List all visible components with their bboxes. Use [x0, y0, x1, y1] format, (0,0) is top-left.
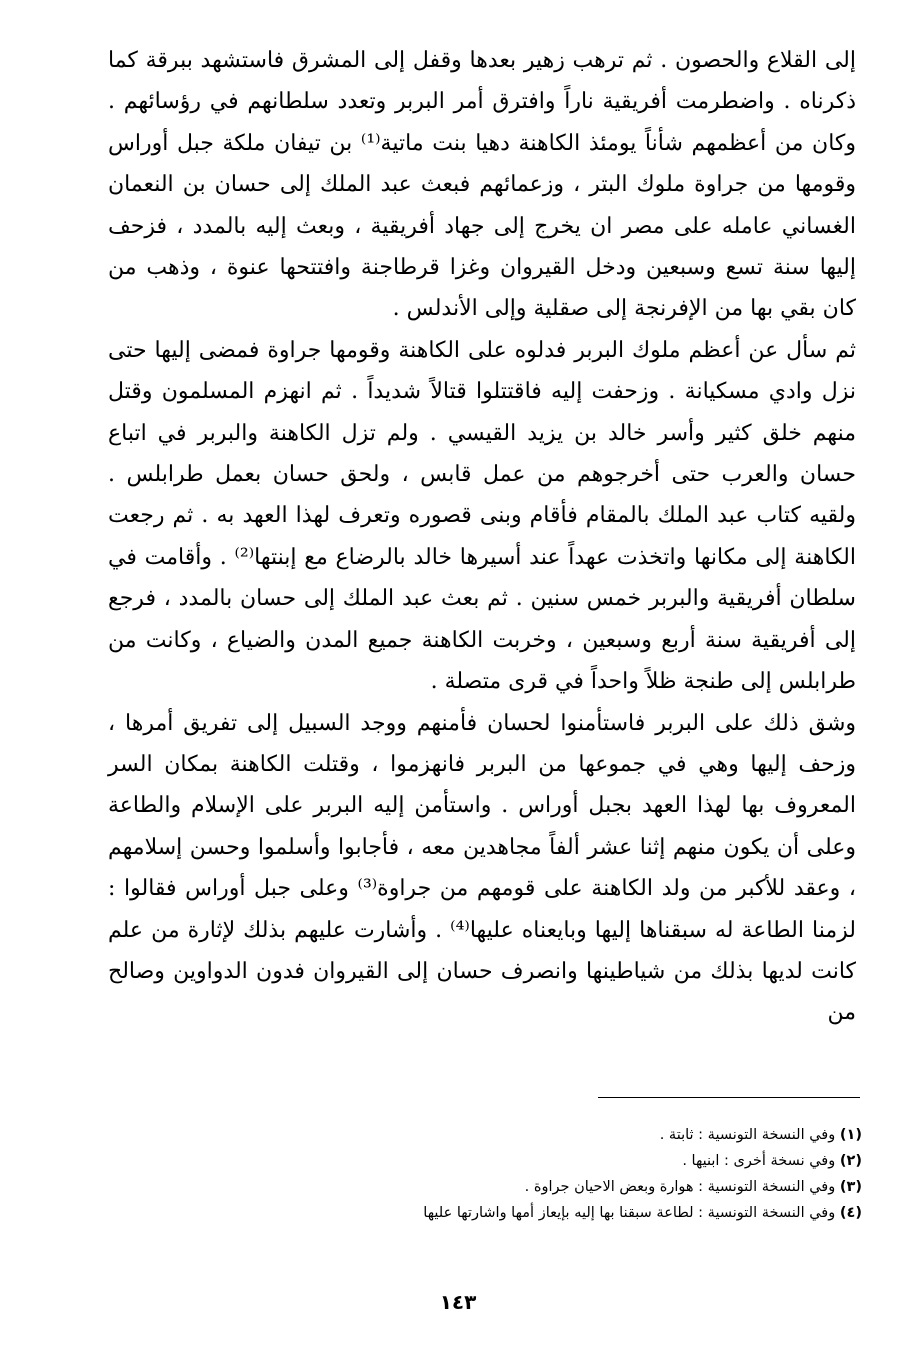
footnote-divider: [598, 1097, 860, 1098]
footnote-number: (٣): [839, 1179, 862, 1195]
footnote-number: (٢): [839, 1153, 862, 1169]
main-text: [108, 40, 856, 1034]
footnote-4: [300, 1200, 862, 1226]
paragraph-2: ثم سأل عن أعظم ملوك البربر فدلوه على الكاهنة وقومها جراوة فمضى إليها حتى نزل وادي مسكيانة . وزحفت إليه فاقتتلوا قتالاً شديداً . ثم انهزم المسلمون وقتل منهم خلق كثير وأسر خالد بن يزيد القيسي . ولم تزل الكاهنة والبربر في اتباع حسان والعرب حتى أخرجوهم من عمل قابس ، ولحق حسان بعمل طرابلس . ولقيه كتاب عبد الملك بالمقام فأقام وبنى قصوره وتعرف لهذا العهد به . ثم رجعت الكاهنة إلى مكانها واتخذت عهداً عند أسيرها خالد بالرضاع مع إبنتها⁽²⁾ . وأقامت في سلطان أفريقية والبربر خمس سنين . ثم بعث عبد الملك إلى حسان بالمدد ، فرجع إلى أفريقية سنة أربع وسبعين ، وخربت الكاهنة جميع المدن والضياع ، وكانت من طرابلس إلى طنجة ظلاً واحداً في قرى متصلة .: [108, 337, 856, 695]
footnote-text: وفي النسخة التونسية : هوارة وبعض الاحيان جراوة .: [524, 1179, 836, 1195]
footnote-text: وفي النسخة التونسية : ثابتة .: [659, 1127, 836, 1143]
footnote-number: (٤): [839, 1205, 862, 1221]
paragraph-1: إلى القلاع والحصون . ثم ترهب زهير بعدها وقفل إلى المشرق فاستشهد ببرقة كما ذكرناه . واضطرمت أفريقية ناراً وافترق أمر البربر وتعدد سلطانهم في رؤسائهم . وكان من أعظمهم شأناً يومئذ الكاهنة دهيا بنت ماتية⁽¹⁾ بن تيفان ملكة جبل أوراس وقومها من جراوة ملوك البتر ، وزعمائهم فبعث عبد الملك إلى حسان بن النعمان الغساني عامله على مصر ان يخرج إلى جهاد أفريقية ، وبعث إليه بالمدد ، فزحف إليها سنة تسع وسبعين ودخل القيروان وغزا قرطاجنة وافتتحها عنوة ، وذهب من كان بقي بها من الإفرنجة إلى صقلية وإلى الأندلس .: [108, 48, 856, 322]
footnotes: [300, 1122, 862, 1226]
page-number: ١٤٣: [439, 1290, 477, 1314]
footnote-text: وفي نسخة أخرى : ابنيها .: [682, 1153, 836, 1169]
footnote-text: وفي النسخة التونسية : لطاعة سبقنا بها إليه بإيعاز أمها واشارتها عليها: [423, 1205, 836, 1221]
footnote-number: (١): [839, 1127, 862, 1143]
paragraph-3: وشق ذلك على البربر فاستأمنوا لحسان فأمنهم ووجد السبيل إلى تفريق أمرها ، وزحف إليها وهي في جموعها من البربر فانهزموا ، وقتلت الكاهنة بمكان السر المعروف بها لهذا العهد بجبل أوراس . واستأمن إليه البربر على الإسلام والطاعة وعلى أن يكون منهم إثنا عشر ألفاً مجاهدين معه ، فأجابوا وأسلموا وحسن إسلامهم ، وعقد للأكبر من ولد الكاهنة على قومهم من جراوة⁽³⁾ وعلى جبل أوراس فقالوا : لزمنا الطاعة له سبقناها إليها وبايعناه عليها⁽⁴⁾ . وأشارت عليهم بذلك لإثارة من علم كانت لديها بذلك من شياطينها وانصرف حسان إلى القيروان فدون الدواوين وصالح من: [108, 710, 856, 1026]
footnote-1: [300, 1122, 862, 1148]
footnote-3: [300, 1174, 862, 1200]
footnote-2: [300, 1148, 862, 1174]
